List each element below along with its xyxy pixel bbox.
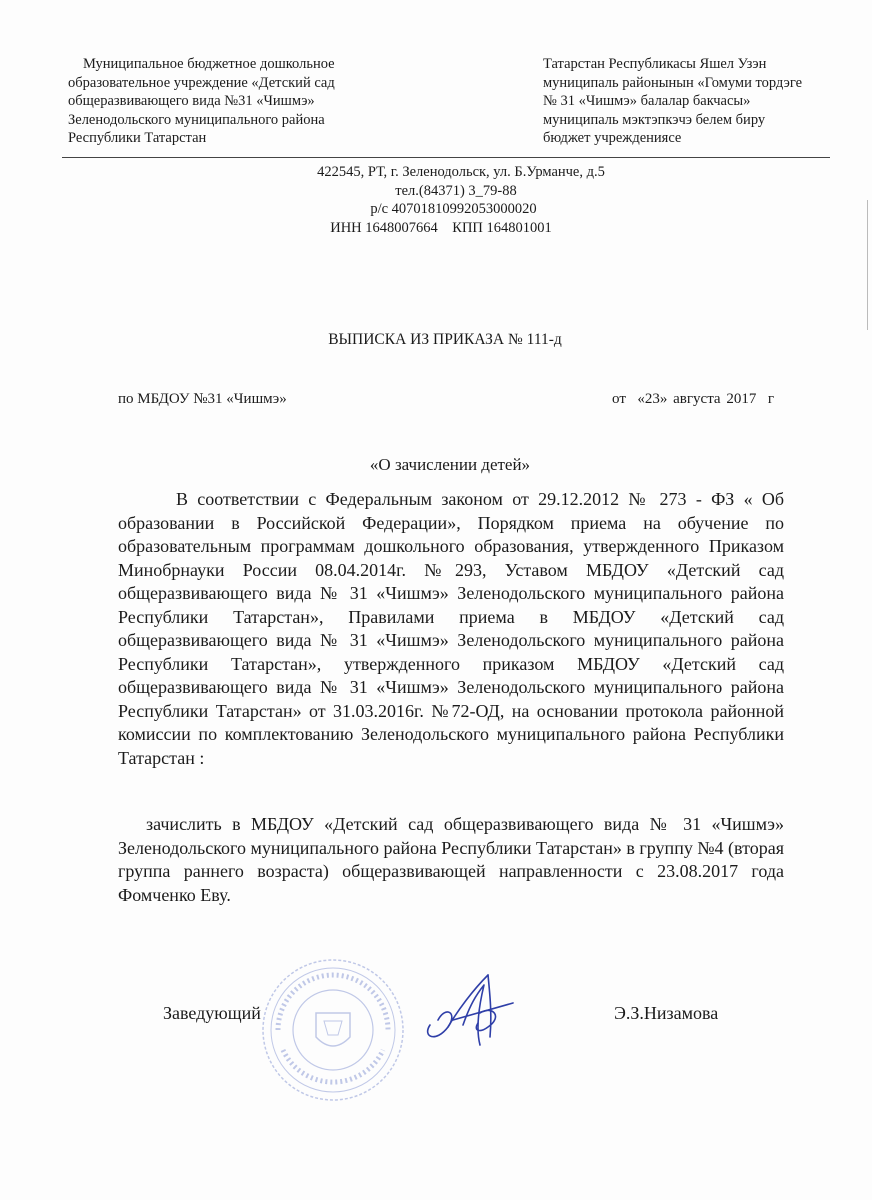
scan-edge-mark bbox=[862, 200, 868, 330]
order-directive: зачислить в МБДОУ «Детский сад общеразвивающего вида № 31 «Чишмэ» Зеленодольского муниципального района Республики Татарстан» в группу №4 (вторая группа раннего возраста) общеразвивающей направленности с 23.08.2017 года Фомченко Еву. bbox=[118, 814, 784, 905]
header-divider bbox=[62, 157, 830, 158]
header-right-line: № 31 «Чишмэ» балалар бакчасы» bbox=[543, 93, 751, 109]
signatory-name: Э.З.Низамова bbox=[614, 1003, 719, 1023]
header-right-line: муниципаль мэктэпкэчэ белем биру bbox=[543, 111, 766, 128]
order-organization: по МБДОУ №31 «Чишмэ» bbox=[118, 391, 287, 407]
order-preamble: В соответствии с Федеральным законом от 29.12.2012 № 273 - ФЗ « Об образовании в Российской Федерации», Порядком приема на обучение по образовательным программам дошкольного образования, утвержденного Приказом Минобрнауки России 08.04.2014г. №293, Уставом МБДОУ «Детский сад общеразвивающего вида № 31 «Чишмэ» Зеленодольского муниципального района Республики Татарстан», Правилами приема в МБДОУ «Детский сад общеразвивающего вида № 31 «Чишмэ» Зеленодольского муниципального района Республики Татарстан», утвержденного приказом МБДОУ «Детский сад общеразвивающего вида № 31 «Чишмэ» Зеленодольского муниципального района Республики Татарстан» от 31.03.2016г. №72-ОД, на основании протокола районной комиссии по комплектованию Зеленодольского муниципального района Республики Татарстан : bbox=[118, 489, 784, 768]
header-left-line: Зеленодольского муниципального района bbox=[68, 111, 325, 128]
inn-kpp: ИНН 1648007664 КПП 164801001 bbox=[330, 219, 552, 236]
header-organization-tatar bbox=[543, 55, 843, 148]
signatory-position: Заведующий bbox=[163, 1003, 261, 1023]
phone: тел.(84371) 3_79-88 bbox=[395, 182, 517, 199]
header-right-line: бюджет учреждениясе bbox=[543, 130, 682, 146]
header-organization-russian bbox=[68, 55, 398, 148]
document-title: ВЫПИСКА ИЗ ПРИКАЗА № 111-д bbox=[328, 331, 562, 348]
round-seal-icon bbox=[258, 955, 408, 1105]
order-subject: «О зачислении детей» bbox=[369, 455, 531, 474]
address: 422545, РТ, г. Зеленодольск, ул. Б.Урманче, д.5 bbox=[317, 164, 605, 180]
order-date: от «23» августа 2017 г bbox=[612, 391, 774, 407]
handwritten-signature-icon bbox=[418, 965, 538, 1060]
header-left-line: Муниципальное бюджетное дошкольное bbox=[83, 56, 335, 72]
contact-block bbox=[0, 163, 872, 237]
bank-account: р/с 40701810992053000020 bbox=[370, 201, 537, 217]
header-right-line: Татарстан Республикасы Яшел Узэн bbox=[543, 56, 767, 72]
header-left-line: образовательное учреждение «Детский сад bbox=[68, 74, 335, 91]
header-left-line: общеразвивающего вида №31 «Чишмэ» bbox=[68, 93, 315, 109]
header-left-line: Республики Татарстан bbox=[68, 130, 207, 146]
header-right-line: муниципаль районынын «Гомуми тордэге bbox=[543, 74, 803, 91]
